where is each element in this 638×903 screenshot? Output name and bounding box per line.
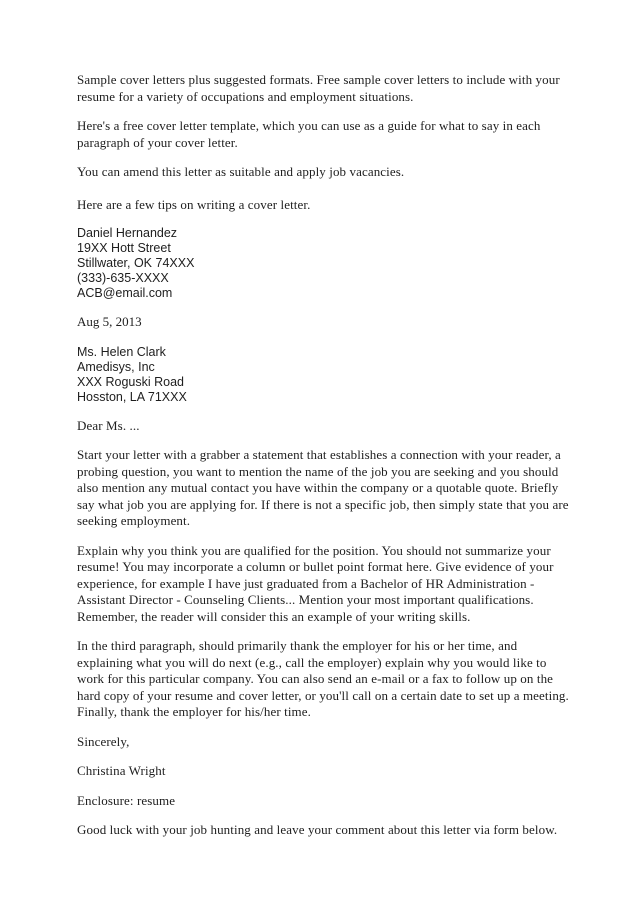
intro-paragraph-3: You can amend this letter as suitable and apply job vacancies. xyxy=(77,164,405,179)
sender-address-block xyxy=(77,226,569,301)
intro-paragraph-2: Here's a free cover letter template, which you can use as a guide for what to say in each paragraph of your cover letter. xyxy=(77,118,541,150)
body-paragraph-2: Explain why you think you are qualified for the position. You should not summarize your resume! You may incorporate a column or bullet point format here. Give evidence of your experience, for example I have just graduated from a Bachelor of HR Administration - Assistant Director - Counseling Clients... Mention your most important qualifications. Remember, the reader will consider this an example of your writing skills. xyxy=(77,542,554,624)
sender-phone: (333)-635-XXXX xyxy=(77,271,169,285)
intro-paragraph-4: Here are a few tips on writing a cover letter. xyxy=(77,196,311,212)
intro-paragraph-1: Sample cover letters plus suggested formats. Free sample cover letters to include with your resume for a variety of occupations and employment situations. xyxy=(77,72,560,104)
sender-name: Daniel Hernandez xyxy=(77,226,178,240)
recipient-address-block xyxy=(77,345,569,405)
sender-city-state-zip: Stillwater, OK 74XXX xyxy=(77,256,195,270)
signature-name: Christina Wright xyxy=(77,763,166,778)
enclosure-line: Enclosure: resume xyxy=(77,792,176,808)
body-paragraph-3: In the third paragraph, should primarily thank the employer for his or her time, and explaining what you will do next (e.g., call the employer) explain why you would like to work for this particular company. You can also send an e-mail or a fax to follow up on the hard copy of your resume and cover letter, or you'll call on a certain date to set up a meeting. Finally, thank the employer for his/her time. xyxy=(77,638,569,719)
salutation: Dear Ms. ... xyxy=(77,417,140,433)
cover-letter-document xyxy=(77,72,569,839)
date-line: Aug 5, 2013 xyxy=(77,314,142,329)
footer-note: Good luck with your job hunting and leave your comment about this letter via form below. xyxy=(77,822,558,837)
recipient-name: Ms. Helen Clark xyxy=(77,344,166,359)
sender-street: 19XX Hott Street xyxy=(77,241,171,255)
recipient-company: Amedisys, Inc xyxy=(77,359,155,374)
sender-email: ACB@email.com xyxy=(77,286,173,300)
recipient-city-state-zip: Hosston, LA 71XXX xyxy=(77,389,187,404)
closing: Sincerely, xyxy=(77,733,130,749)
recipient-street: XXX Roguski Road xyxy=(77,374,185,389)
body-paragraph-1: Start your letter with a grabber a statement that establishes a connection with your reader, a probing question, you want to mention the name of the job you are seeking and you should also mention any mutual contact you have within the company or a quotable quote. Briefly say what job you are applying for. If there is not a specific job, then simply state that you are seeking employment. xyxy=(77,447,569,528)
